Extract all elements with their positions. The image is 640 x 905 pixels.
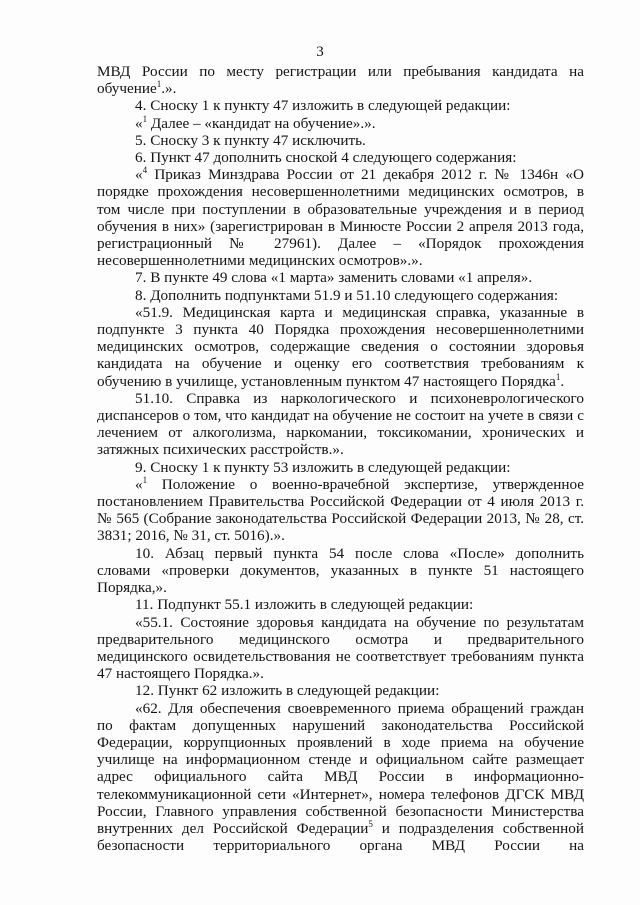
paragraph-text: «51.9. Медицинская карта и медицинская справка, указанные в подпункте 3 пункта 40 Порядка прохождения несовершеннолетними медицинских осмотров, содержащие сведения о состоянии здоровья кандидата на обучение и оценку его соответствия требованиям к обучению в училище, установленным пунктом 47 настоящего Порядка: [97, 303, 584, 390]
footnote-mark: 5: [368, 818, 373, 829]
paragraph-lead: «: [135, 166, 143, 184]
paragraph-lead: «: [135, 114, 143, 132]
paragraph-tail: .».: [161, 80, 177, 98]
paragraph-footnote-1-regulation: [97, 476, 584, 545]
page-number: 3: [316, 44, 324, 60]
paragraph-text: 10. Абзац первый пункта 54 после слова «После» дополнить словами «проверки документов, указанных в пункте 51 настоящего Порядка,».: [97, 544, 584, 597]
paragraph-text: Положение о военно-врачебной экспертизе, утвержденное постановлением Правительства Российской Федерации от 4 июля 2013 г. № 565 (Собрание законодательства Российской Федерации 2013, № 28, ст. 3831; 2016, № 31, ст. 5016).».: [97, 475, 584, 545]
paragraph-text: Приказ Минздрава России от 21 декабря 2012 г. № 1346н «О порядке прохождения несовершеннолетними медицинских осмотров, в том числе при поступлении в образовательные учреждения и в период обучения в них» (зарегистрирован в Минюсте России 2 апреля 2013 года, регистрационный № 27961). Далее – «Порядок прохождения несовершеннолетними медицинских осмотров».».: [97, 166, 584, 270]
paragraph-tail: и подразделения собственной безопасности территориального органа МВД России на: [97, 819, 584, 855]
footnote-mark: 1: [555, 371, 561, 382]
footnote-mark: 1: [142, 113, 148, 124]
paragraph-item-12: [97, 682, 584, 699]
paragraph-text: 12. Пункт 62 изложить в следующей редакции:: [135, 682, 440, 700]
paragraph-text: 7. В пункте 49 слова «1 марта» заменить словами «1 апреля».: [135, 269, 533, 287]
footnote-mark: 4: [142, 165, 148, 176]
paragraph-footnote-4-text: [97, 166, 584, 269]
paragraph-continuation: [97, 63, 584, 97]
paragraph-subitem-55-1: [97, 614, 584, 683]
paragraph-text: 4. Сноску 1 к пункту 47 изложить в следующей редакции:: [135, 97, 511, 115]
paragraph-text: Далее – «кандидат на обучение».».: [147, 114, 376, 132]
paragraph-item-9: [97, 459, 584, 476]
paragraph-footnote-1-text: [97, 115, 584, 132]
paragraph-text: «55.1. Состояние здоровья кандидата на обучение по результатам предварительного медицинского осмотра и предварительного медицинского освидетельствования не соответствует требованиям пункта 47 настоящего Порядка.».: [97, 613, 584, 683]
footnote-mark: 1: [142, 474, 148, 485]
paragraph-item-62: [97, 700, 584, 855]
paragraph-text: 51.10. Справка из наркологического и психоневрологического диспансеров о том, что кандидат на обучение не состоит на учете в связи с лечением от алкоголизма, наркомании, токсикомании, хронических и затяжных психических расстройств.».: [97, 389, 584, 459]
paragraph-text: 6. Пункт 47 дополнить сноской 4 следующего содержания:: [135, 149, 517, 167]
paragraph-text: 9. Сноску 1 к пункту 53 изложить в следующей редакции:: [135, 458, 511, 476]
paragraph-lead: «: [135, 475, 143, 493]
paragraph-text: «62. Для обеспечения своевременного приема обращений граждан по фактам допущенных нарушений законодательства Российской Федерации, коррупционных проявлений в ходе приема на обучение училище на информационном стенде и официальном сайте размещает адрес официального сайта МВД России в информационно-телекоммуникационной сети «Интернет», номера телефонов ДГСК МВД России, Главного управления собственной безопасности Министерства внутренних дел Российской Федерации: [97, 699, 584, 837]
paragraph-item-4: [97, 97, 584, 114]
paragraph-tail: .: [560, 372, 565, 390]
document-body: [97, 63, 584, 854]
paragraph-text: 11. Подпункт 55.1 изложить в следующей редакции:: [135, 596, 474, 614]
paragraph-text: 8. Дополнить подпунктами 51.9 и 51.10 следующего содержания:: [135, 286, 559, 304]
paragraph-item-10: [97, 545, 584, 597]
paragraph-item-5: [97, 132, 584, 149]
paragraph-text: МВД России по месту регистрации или пребывания кандидата на обучение: [97, 63, 584, 98]
paragraph-subitem-51-9: [97, 304, 584, 390]
footnote-mark: 1: [156, 79, 162, 90]
paragraph-text: 5. Сноску 3 к пункту 47 исключить.: [135, 131, 366, 149]
paragraph-item-6: [97, 149, 584, 166]
paragraph-item-8: [97, 287, 584, 304]
paragraph-subitem-51-10: [97, 390, 584, 459]
paragraph-item-11: [97, 596, 584, 613]
paragraph-item-7: [97, 269, 584, 286]
